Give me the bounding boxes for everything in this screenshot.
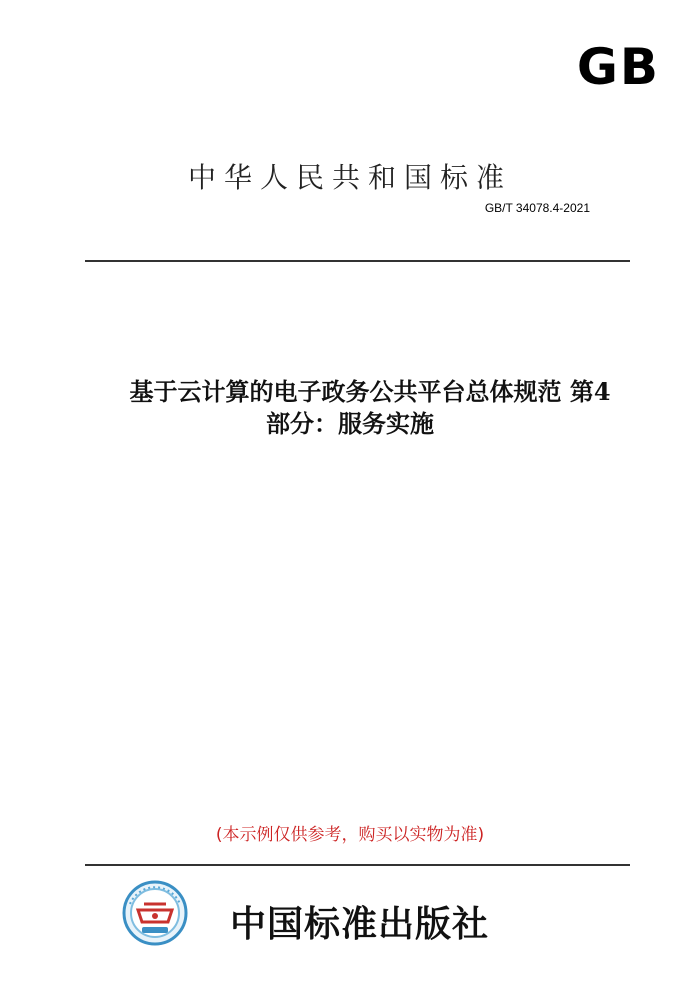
publisher-seal-icon <box>122 880 188 946</box>
publisher-name: 中国标准出版社 <box>230 903 490 945</box>
document-title-line-1: 基于云计算的电子政务公共平台总体规范 第4 <box>129 377 611 406</box>
national-standard-heading: 中华人民共和国标准 <box>187 161 512 194</box>
document-title <box>0 376 700 440</box>
document-title-line-2: 部分：服务实施 <box>266 409 434 438</box>
gb-logo: GB <box>576 38 660 96</box>
sample-disclaimer: (本示例仅供参考，购买以实物为准) <box>215 825 485 845</box>
top-divider <box>85 260 630 262</box>
bottom-divider <box>85 864 630 866</box>
standard-number: GB/T 34078.4-2021 <box>484 201 590 215</box>
